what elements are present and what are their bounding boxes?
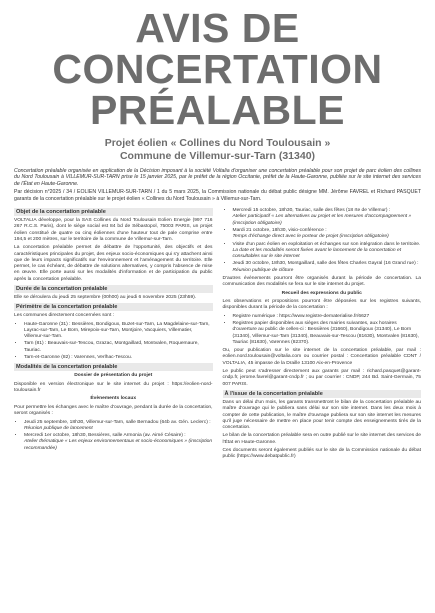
contact-paragraph: Ou, pour publication sur le site internet de la concertation préalable, par mail : eolien.nord.toulousain@voltalia.com ou courrier postal : Concertation préalable CDNT / VOLTALIA, 45 impasse de la Draille 13100 Aix-en-Provence [222,348,421,366]
body-columns [14,206,421,463]
dossier-paragraph: Disponible en version électronique sur le site internet du projet : https://eolien-nord-toulousain.fr [14,381,213,394]
event-detail: Atelier thématique « Les enjeux environnementaux et socio-économiques » (inscription recommandée) [24,439,213,451]
duree-paragraph: Elle se déroulera du jeudi 25 septembre (00h00) au jeudi 6 novembre 2025 (23h59). [14,295,197,300]
event-main: Visite d'un parc éolien en exploitation et échanges sur son intégration dans le territoire. [232,241,421,247]
event-detail: La date et les modalités seront fixées avant le lancement de la concertation et consultables sur le site internet [232,247,402,260]
section-title-duree: Durée de la concertation préalable [14,285,213,293]
section-title-objet: Objet de la concertation préalable [14,208,213,216]
left-column [14,206,213,463]
list-item: • Registre numérique : https://www.registre-dematerialise.fr/6627 [233,314,422,320]
events-list-right [223,208,422,274]
objet-paragraph-2: La concertation préalable permet de débattre de l'opportunité, des objectifs et des caractéristiques principales du projet, des enjeux socio-économiques qui s'y attachent ainsi que de leurs impacts significatifs sur l'environnement et l'aménagement du territoire. Elle permet, le cas échéant, de débattre de solutions alternatives, y compris l'absence de mise en œuvre. Elle porte aussi sur les modalités d'information et de participation du public après la concertation préalable. [14,245,213,282]
registres-list [223,314,422,346]
list-item [233,261,422,274]
section-title-perimetre: Périmètre de la concertation préalable [14,303,213,311]
event-detail: Atelier participatif « Les alternatives au projet et les mesures d'accompagnement » (inscription obligatoire) [232,214,412,226]
events-note: D'autres évènements pourront être organisés durant la période de concertation. La communication des modalités se fera sur le site internet du projet. [222,276,421,288]
recueil-heading: Recueil des expressions du public [281,290,362,296]
event-main: Jeudi 30 octobre, 18h30, Montgaillard, salle des fêtes Charles Gayral (16 Grand rue) : [232,261,419,267]
issue-paragraph-1: Dans un délai d'un mois, les garants transmettront le bilan de la concertation préalable au maître d'ouvrage qui le publiera sans délai sur son site internet. Dans les deux mois à compter de cette publication, le maître d'ouvrage publiera sur son site internet les mesures qu'il juge nécessaire de mettre en place pour tenir compte des enseignements tirés de la concertation. [222,399,421,431]
event-main: Mardi 21 octobre, 18h30, visio-conférence : [232,227,327,233]
dossier-heading: Dossier de présentation du projet [74,373,153,379]
intro-paragraph-1: Concertation préalable organisée en application de la Décision imposant à la société Voltalia d'organiser une concertation préalable pour son projet de parc éolien des collines du Nord Toulousain à VILLEMUR-SUR-TARN prise le 15 janvier 2025, par le préfet de la région Occitanie, préfet de la Haute-Garonne, publiée sur le site internet des services de l'État en Haute-Garonne. [14,168,421,187]
list-item: • Tarn-et-Garonne (82) : Varennes, Verlhac-Tescou. [24,355,213,361]
evenements-heading: Évènements locaux [90,396,137,402]
list-item [233,242,422,261]
communes-list [14,322,213,362]
list-item: • Haute-Garonne (31) : Bessières, Bondigoux, Buzet-sur-Tarn, La Magdelaine-sur-Tarn, Layrac-sur-Tarn, Le Born, Mirepoix-sur-Tarn, Montjoire, Vacquiers, Villematier, Villemur-sur-Tarn. [24,322,213,341]
intro [14,168,421,202]
event-main: Jeudi 25 septembre, 18h30, Villemur-sur-Tarn, salle Bernadou (64b av. Gén. Leclerc) : [24,419,211,425]
objet-paragraph-1: VOLTALIA développe, pour la SAS Collines du Nord Toulousain Eolien Energie (997 716 267 R.C.S. Paris), dont le siège social est 84 bd de Sébastopol, 75003 PARIS, un projet éolien constitué de quatre ou cinq éoliennes d'une hauteur tout de pale comprise entre 194,5 et 200 mètres, sur le territoire de la commune de Villemur-sur-Tarn. [14,218,213,242]
project-subtitle [14,137,421,163]
event-main: Mercredi 15 octobre, 18h30, Tauriac, salle des fêtes (18 rte de Villemur) : [232,208,391,214]
issue-paragraph-3: Ces documents seront également publiés sur le site de la Commission nationale du débat public (https://www.debatpublic.fr) [222,448,421,460]
perimetre-paragraph: Les communes directement concernées sont : [14,313,115,319]
recueil-paragraph: Les observations et propositions pourront être déposées sur les registres suivants, disponibles durant la période de la concertation : [222,299,421,311]
event-detail: Temps d'échange direct avec le porteur de projet (inscription obligatoire) [232,234,389,240]
section-title-modalites: Modalités de la concertation préalable [14,363,213,371]
title-line-1: AVIS DE [135,5,300,51]
title-line-2: CONCERTATION [52,46,383,92]
list-item [24,420,213,433]
notice-title [14,5,421,133]
section-title-issue: À l'issue de la concertation préalable [223,390,422,398]
intro-paragraph-2: Par décision n°2025 / 34 / EOLIEN VILLEMUR-SUR-TARN / 1 du 5 mars 2025, la Commission nationale du débat public désigne MM. Jérôme FAVREL et Richard PASQUET garants de la concertation préalable sur le projet éolien « Collines du Nord Toulousain » à Villemur-sur-Tarn. [14,189,421,202]
title-line-3: PRÉALABLE [89,87,346,133]
list-item [233,208,422,227]
event-main: Mercredi 1er octobre, 18h30, Bessières, salle Armonia (av. Aimé Césaire) : [24,433,186,439]
event-detail: Réunion publique de lancement [24,425,93,431]
list-item [24,433,213,452]
right-column [223,206,422,463]
list-item: • Registres papier disponibles aux sièges des mairies suivantes, aux horaires d'ouverture au public de celles-ci : Bessières (31660), Bondigoux (31340), Le Born (31340), Villemur-sur-Tarn (31340), Beauvais-sur-Tescou (81630), Montvalen (81630), Tauriac (81630), Varennes (82370). [233,321,422,346]
commune-name: Commune de Villemur-sur-Tarn (31340) [119,150,316,162]
list-item: • Tarn (81) : Beauvais-sur-Tescou, Grazac, Montgaillard, Montvalen, Roquemaure, Tauriac. [24,341,213,354]
project-name: Projet éolien « Collines du Nord Toulousain » [104,137,331,149]
evenements-paragraph: Pour permettre les échanges avec le maître d'ouvrage, pendant la durée de la concertation, seront organisés : [14,404,213,417]
event-detail: Réunion publique de clôture [232,267,294,273]
garants-paragraph: Le public peut s'adresser directement aux garants par mail : richard.pasquet@garant-cndp.fr, jerome.favrel@garant-cndp.fr ; ou par courrier : CNDP, 244 Bd. Saint-Germain, 75 007 PARIS. [222,369,421,387]
issue-paragraph-2: Le bilan de la concertation préalable sera en outre publié sur le site internet des services de l'État en Haute-Garonne. [222,433,421,445]
list-item [233,228,422,241]
events-list-left [14,420,213,452]
